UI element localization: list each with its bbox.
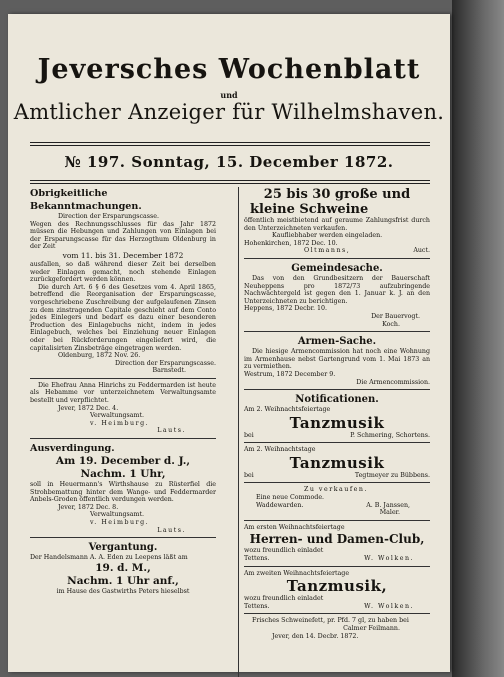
section-separator	[244, 258, 430, 259]
text-line: Am ersten Weihnachtsfeiertage	[244, 523, 345, 531]
text-line: Eine neue Commode.	[256, 494, 325, 502]
issue-rule	[30, 180, 430, 181]
text-line: Jever, 1872 Dec. 4.	[58, 404, 119, 412]
section-heading-gemeindesache: Gemeindesache.	[291, 262, 383, 274]
text-line: wozu freundlich einladet	[244, 547, 324, 555]
club-heading: Herren- und Damen-Club,	[249, 532, 425, 547]
dance-heading: Tanzmusik	[289, 453, 385, 472]
text-line: Zu verkaufen.	[304, 486, 368, 494]
text-line: Oldenburg, 1872 Nov. 26.	[58, 352, 141, 360]
text-line: Tettens.	[244, 555, 270, 563]
signature-row	[244, 247, 430, 255]
paragraph: öffentlich meistbietend auf geraume Zahlungsfrist durch den Unterzeichneten verkaufen.	[244, 217, 430, 232]
signature: v. Heimburg.	[90, 419, 150, 427]
bold-line: Nachm. 1 Uhr anf.,	[67, 574, 179, 587]
text-line: Waddewarden.	[256, 501, 304, 509]
paragraph: Die Ehefrau Anna Hinrichs zu Feddermarden ist heute als Hebamme vor unterzeichnetem Verwaltungsamte bestellt und verpflichtet.	[30, 381, 216, 405]
dance-heading: Tanzmusik,	[286, 577, 388, 596]
text-line: Der Bauervogt.	[371, 312, 420, 320]
bold-line: 25 bis 30 große und	[263, 187, 411, 202]
host-row	[244, 603, 430, 611]
text-line: Verwaltungsamt.	[90, 412, 145, 420]
text-line: Jever, den 14. Decbr. 1872.	[272, 632, 359, 640]
bold-line: kleine Schweine	[250, 202, 369, 217]
signature: W. Wolken.	[364, 602, 414, 610]
dance-heading: Tanzmusik	[289, 413, 385, 432]
section-separator	[244, 442, 430, 443]
paragraph: Der Handelsmann A. A. Eden zu Leepens läßt am	[30, 554, 188, 562]
text-line: Tegtmeyer zu Bübbens.	[354, 471, 430, 479]
text-line: Maler.	[379, 509, 400, 517]
signature: W. Wolken.	[364, 555, 414, 563]
masthead-rule-top-2	[30, 145, 430, 146]
text-line: P. Schmering, Schortens.	[350, 431, 430, 439]
section-heading-ausverdingung: Ausverdingung.	[30, 443, 115, 455]
bold-line: Nachm. 1 Uhr,	[80, 468, 166, 481]
section-separator	[30, 378, 216, 379]
masthead-und: und	[220, 90, 238, 100]
section-heading-armensache: Armen-Sache.	[297, 336, 377, 348]
signature: Barnstedt.	[152, 367, 186, 375]
signature: Oltmanns,	[304, 247, 351, 255]
text-line: Am zweiten Weihnachtsfeiertage	[244, 569, 350, 577]
column-divider	[238, 187, 239, 677]
section-separator	[244, 613, 430, 614]
paragraph: ausfallen, so daß während dieser Zeit bei derselben weder Einlagen gemacht, noch stehende Einlagen zurückgefordert werden können.	[30, 260, 216, 284]
text-line: Die Armencommission.	[356, 378, 430, 386]
text-line: bei	[244, 471, 254, 479]
masthead-rule-top	[30, 142, 430, 143]
signature: Lauts.	[157, 427, 186, 435]
paragraph: Wegen des Rechnungsschlusses für das Jahr 1872 müssen die Hebungen und Zahlungen von Einlagen bei der Ersparungscasse für das Herzogthum Oldenburg in der Zeit	[30, 220, 216, 251]
text-line: Am 2. Weihnachtstage	[244, 446, 316, 454]
text-line: Jever, 1872 Dec. 8.	[58, 503, 119, 511]
signature: A. B. Janssen,	[366, 501, 410, 509]
section-heading-official: Obrigkeitliche Bekanntmachungen.	[30, 188, 142, 212]
paragraph: Die durch Art. 6 § 6 des Gesetzes vom 4. April 1865, betreffend die Reorganisation der Ersparungscasse, vorgeschriebene Zuschreibung der aufgelaufenen Zinsen zu dem zinstragenden Capitale geschieht auf dem Conto jedes Einlegers und bedarf es dazu einer besonderen Production des Einlagebuchs nicht, indem in jedes Einlagebuch, welches bei Einziehung neuer Einlagen oder bei Rückforderungen eingeliefert wird, die capitalisirten Zinsbeträge eingetragen werden.	[30, 283, 216, 352]
date-range: vom 11. bis 31. December 1872	[62, 250, 184, 260]
issue-rule-2	[30, 183, 430, 184]
paragraph: soll in Heuermann's Wirthshause zu Rüsterfiel die Strohbemattung hinter dem Wange- und Feddermarder Anbels-Groden öffentlich verdungen werden.	[30, 481, 216, 504]
signature: Calmer Feilmann.	[343, 625, 400, 632]
paragraph: Frisches Schweinefett, pr. Pfd. 7 gl, zu haben bei	[252, 617, 409, 625]
section-separator	[244, 389, 430, 390]
text-line: Kaufliebhaber werden eingeladen.	[272, 232, 383, 240]
text-line: Direction der Ersparungscasse.	[58, 213, 159, 220]
text-line: Westrum, 1872 December 9.	[244, 370, 336, 378]
text-line: Heppens, 1872 Decbr. 10.	[244, 305, 327, 313]
masthead-subtitle: Amtlicher Anzeiger für Wilhelmshaven.	[13, 100, 445, 124]
text-line: im Hause des Gastwirths Peters hieselbst	[56, 587, 190, 595]
book-binding	[452, 0, 504, 677]
section-heading-notificationen: Notificationen.	[295, 394, 379, 406]
text-line: Tettens.	[244, 602, 270, 610]
section-separator	[30, 537, 216, 538]
paragraph: Die hiesige Armencommission hat noch eine Wohnung im Armenhause nebst Gartengrund vom 1. Mai 1873 an zu vermiethen.	[244, 348, 430, 371]
section-heading-vergantung: Vergantung.	[88, 542, 158, 554]
host-row	[244, 472, 430, 480]
section-separator	[244, 482, 430, 483]
text-line: Am 2. Weihnachtsfeiertage	[244, 406, 331, 414]
signature: Lauts.	[157, 526, 186, 534]
issue-line: № 197. Sonntag, 15. December 1872.	[64, 153, 394, 171]
signature: Koch.	[382, 320, 400, 328]
text-line: Auct.	[413, 247, 430, 255]
masthead-title: Jeversches Wochenblatt	[37, 54, 421, 85]
section-separator	[244, 566, 430, 567]
left-column	[30, 187, 216, 595]
section-separator	[30, 438, 216, 439]
right-column	[244, 187, 430, 640]
text-line: Hohenkirchen, 1872 Dec. 10.	[244, 239, 338, 247]
text-line: Direction der Ersparungscasse.	[115, 359, 216, 367]
bold-line: 19. d. M.,	[95, 561, 151, 574]
section-separator	[244, 331, 430, 332]
signature: v. Heimburg.	[90, 519, 150, 526]
text-line: bei	[244, 431, 254, 439]
paragraph: Das von den Grundbesitzern der Bauerschaft Neuheppens pro 1872/73 aufzubringende Nachwächtergeld ist gegen den 1. Januar k. J. an den Unterzeichneten zu berichtigen.	[244, 274, 430, 305]
newspaper-page	[8, 14, 450, 672]
text-line: wozu freundlich einladet	[244, 595, 324, 603]
section-separator	[244, 520, 430, 521]
host-row	[244, 432, 430, 440]
host-row	[244, 555, 430, 563]
bold-line: Am 19. December d. J.,	[55, 455, 191, 468]
seller-row	[244, 502, 430, 510]
text-line: Verwaltungsamt.	[90, 511, 145, 519]
